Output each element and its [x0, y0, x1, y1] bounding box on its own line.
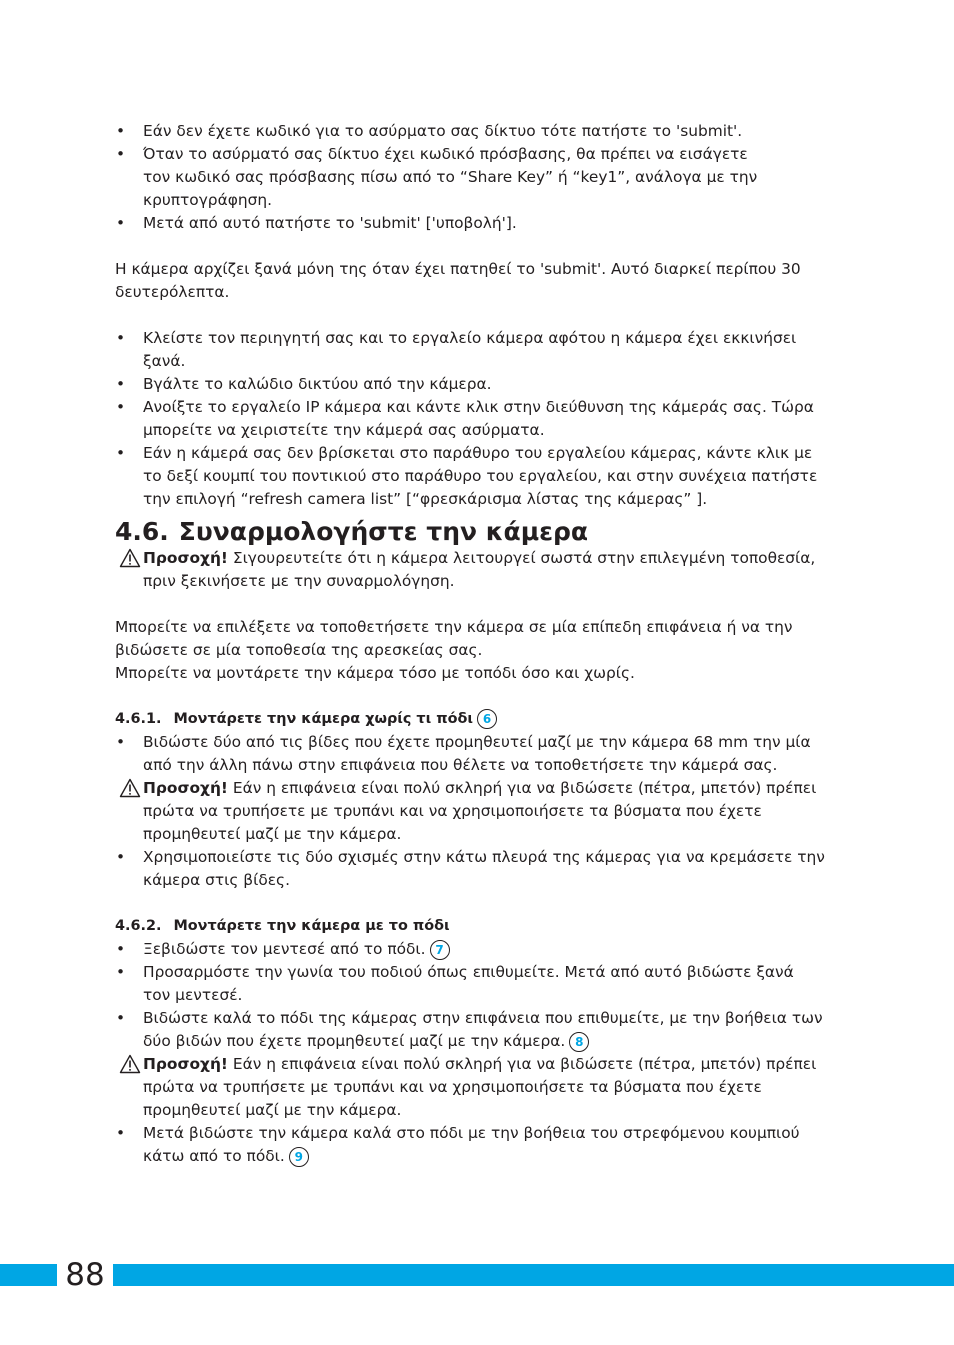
list-item: • Μετά από αυτό πατήστε το 'submit' ['υποβολή'].	[115, 212, 835, 235]
warning-label: Προσοχή!	[143, 779, 228, 797]
warning-triangle-icon	[119, 548, 141, 568]
list-item: • Ξεβιδώστε τον μεντεσέ από το πόδι. 7	[115, 938, 835, 961]
section-heading	[115, 517, 835, 547]
warning-triangle-icon	[119, 1054, 141, 1074]
figure-ref-badge: 9	[289, 1147, 309, 1167]
figure-ref-badge: 7	[430, 940, 450, 960]
no-stand-bullet-list	[115, 731, 835, 777]
section-number: 4.6.	[115, 517, 169, 546]
list-item: • Όταν το ασύρματό σας δίκτυο έχει κωδικό πρόσβασης, θα πρέπει να εισάγετε τον κωδικό σας πρόσβασης πίσω από το “Share Key” ή “key1”, ανάλογα με την κρυπτογράφηση.	[115, 143, 835, 212]
with-stand-bullet-list	[115, 938, 835, 1053]
list-item: • Κλείστε τον περιηγητή σας και το εργαλείο κάμερα αφότου η κάμερα έχει εκκινήσει ξανά.	[115, 327, 835, 373]
figure-ref-badge: 8	[569, 1032, 589, 1052]
page-content	[115, 120, 835, 1168]
list-item: • Εάν δεν έχετε κωδικό για το ασύρματο σας δίκτυο τότε πατήστε το 'submit'.	[115, 120, 835, 143]
warning-note: Προσοχή! Σιγουρευτείτε ότι η κάμερα λειτουργεί σωστά στην επιλεγμένη τοποθεσία, πριν ξεκινήσετε με την συναρμολόγηση.	[115, 547, 835, 593]
list-item: • Μετά βιδώστε την κάμερα καλά στο πόδι με την βοήθεια του στρεφόμενου κουμπιού κάτω από το πόδι. 9	[115, 1122, 835, 1168]
list-item: • Βγάλτε το καλώδιο δικτύου από την κάμερα.	[115, 373, 835, 396]
figure-ref-badge: 6	[477, 709, 497, 729]
warning-triangle-icon	[119, 778, 141, 798]
subsection-heading-with-stand: 4.6.2. Μοντάρετε την κάμερα με το πόδι	[115, 918, 450, 934]
list-item: • Προσαρμόστε την γωνία του ποδιού όπως επιθυμείτε. Μετά από αυτό βιδώστε ξανά τον μεντεσέ.	[115, 961, 835, 1007]
with-stand-bullet-list-2	[115, 1122, 835, 1168]
footer-bar	[0, 1264, 954, 1286]
list-item: • Βιδώστε δύο από τις βίδες που έχετε προμηθευτεί μαζί με την κάμερα 68 mm την μία από την άλλη πάνω στην επιφάνεια που θέλετε να τοποθετήσετε την κάμερά σας.	[115, 731, 835, 777]
list-item: • Εάν η κάμερά σας δεν βρίσκεται στο παράθυρο του εργαλείου κάμερας, κάντε κλικ με το δεξί κουμπί του ποντικιού στο παράθυρο του εργαλείου, και στην συνέχεια πατήστε την επιλογή “refresh camera list” [“φρεσκάρισμα λίστας της κάμερας” ].	[115, 442, 835, 511]
list-item: • Βιδώστε καλά το πόδι της κάμερας στην επιφάνεια που επιθυμείτε, με την βοήθεια των δύο βιδών που έχετε προμηθευτεί μαζί με την κάμερα. 8	[115, 1007, 835, 1053]
warning-note: Προσοχή! Εάν η επιφάνεια είναι πολύ σκληρή για να βιδώσετε (πέτρα, μπετόν) πρέπει πρώτα να τρυπήσετε με τρυπάνι και να χρησιμοποιήσετε τα βύσματα που έχετε προμηθευτεί μαζί με την κάμερα.	[115, 777, 835, 846]
restart-paragraph: Η κάμερα αρχίζει ξανά μόνη της όταν έχει πατηθεί το 'submit'. Αυτό διαρκεί περίπου 30 δευτερόλεπτα.	[115, 260, 801, 301]
list-item: • Ανοίξτε το εργαλείο IP κάμερα και κάντε κλικ στην διεύθυνση της κάμεράς σας. Τώρα μπορείτε να χειριστείτε την κάμερά σας ασύρματα.	[115, 396, 835, 442]
warning-label: Προσοχή!	[143, 1055, 228, 1073]
no-stand-bullet-list-2	[115, 846, 835, 892]
warning-note: Προσοχή! Εάν η επιφάνεια είναι πολύ σκληρή για να βιδώσετε (πέτρα, μπετόν) πρέπει πρώτα να τρυπήσετε με τρυπάνι και να χρησιμοποιήσετε τα βύσματα που έχετε προμηθευτεί μαζί με την κάμερα.	[115, 1053, 835, 1122]
wireless-bullet-list	[115, 327, 835, 511]
intro-bullet-list	[115, 120, 835, 235]
mounting-paragraph: Μπορείτε να επιλέξετε να τοποθετήσετε την κάμερα σε μία επίπεδη επιφάνεια ή να την βιδώσετε σε μία τοποθεσία της αρεσκείας σας. Μπορείτε να μοντάρετε την κάμερα τόσο με τοπόδι όσο και χωρίς.	[115, 618, 793, 682]
section-title: Συναρμολογήστε την κάμερα	[178, 517, 589, 546]
list-item: • Χρησιμοποιείστε τις δύο σχισμές στην κάτω πλευρά της κάμερας για να κρεμάσετε την κάμερα στις βίδες.	[115, 846, 835, 892]
warning-label: Προσοχή!	[143, 549, 228, 567]
subsection-heading-no-stand: 4.6.1. Μοντάρετε την κάμερα χωρίς τι πόδι 6	[115, 708, 835, 731]
page-number: 88	[57, 1255, 113, 1295]
